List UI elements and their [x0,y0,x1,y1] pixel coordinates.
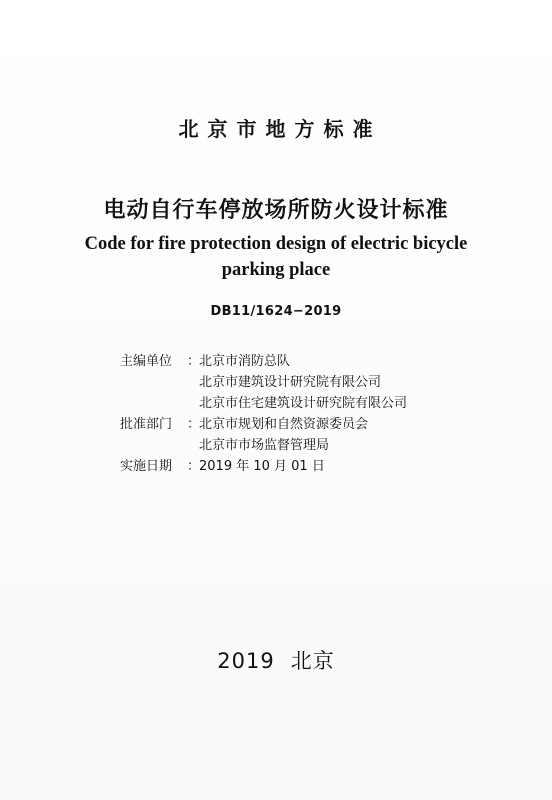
footer [0,645,552,675]
series-title: 北京市地方标准 [178,117,382,141]
footer-year: 2019 [217,649,275,673]
approver-label: 批准部门 [120,417,173,432]
editor-item: 北京市消防总队 [199,354,291,369]
approver-item: 北京市规划和自然资源委员会 [199,417,369,432]
english-title-line-1: Code for fire protection design of electric bicycle [84,234,468,254]
approver-row [120,414,407,456]
approver-list [199,414,368,456]
date-value-list [199,456,325,477]
effective-date: 2019 年 10 月 01 日 [199,459,325,474]
chinese-title: 电动自行车停放场所防火设计标准 [103,198,449,223]
publication-info [120,351,407,477]
editor-item: 北京市建筑设计研究院有限公司 [199,375,382,390]
date-label: 实施日期 [120,459,173,474]
approver-item: 北京市市场监督管理局 [199,438,330,453]
editor-list [199,351,407,414]
editor-label: 主编单位 [120,354,173,369]
standard-code: DB11/1624−2019 [210,304,342,319]
footer-city: 北京 [290,649,335,673]
english-title-line-2: parking place [221,260,331,280]
editor-item: 北京市住宅建筑设计研究院有限公司 [199,396,408,411]
english-title [0,231,552,283]
date-colon: ： [187,459,201,474]
date-row [120,456,407,477]
editor-row [120,351,407,414]
editor-colon: ： [187,354,201,369]
approver-colon: ： [187,417,201,432]
